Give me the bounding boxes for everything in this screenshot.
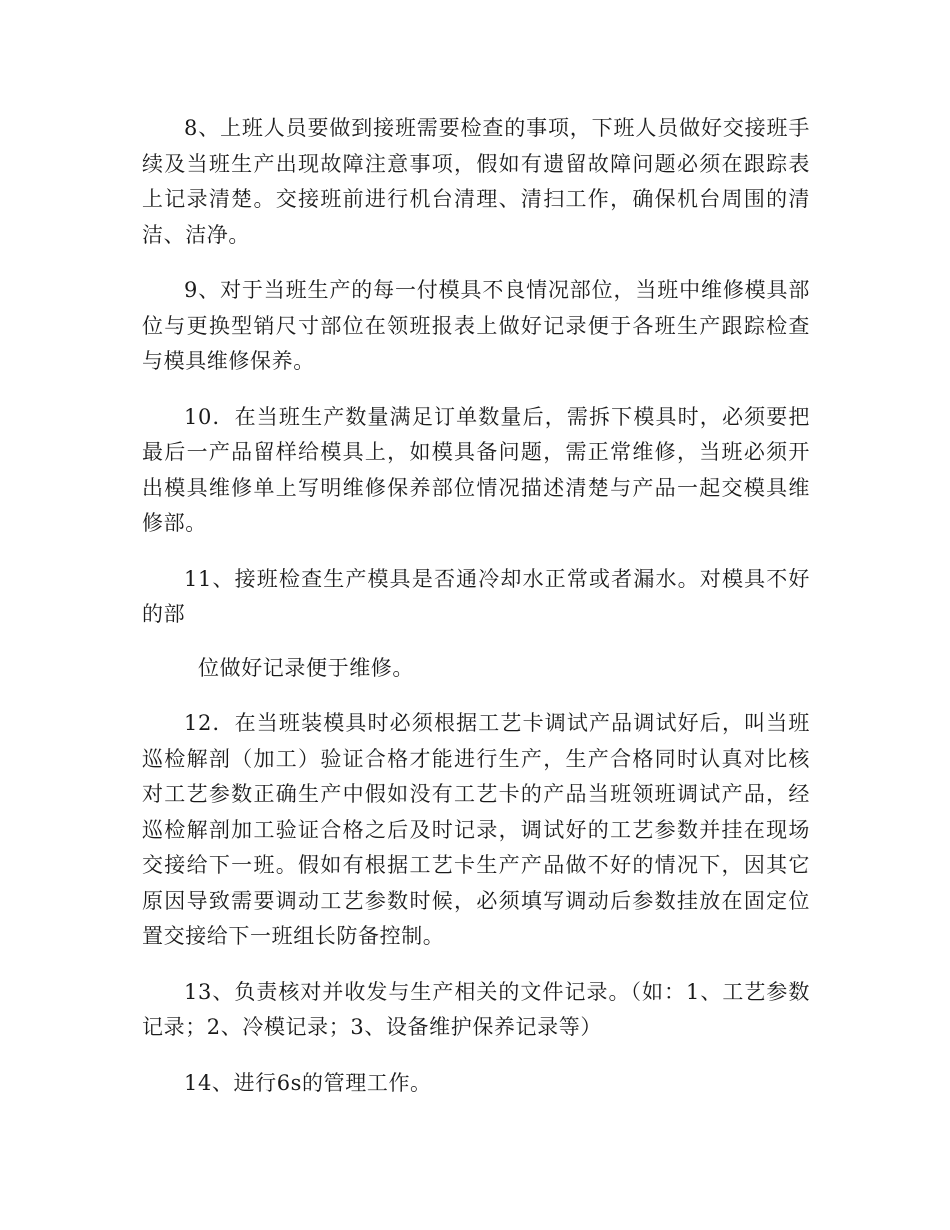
paragraph-item-10: 10．在当班生产数量满足订单数量后，需拆下模具时，必须要把最后一产品留样给模具上，如模具备问题，需正常维修，当班必须开出模具维修单上写明维修保养部位情况描述清楚与产品一起交模具维修部。: [142, 404, 810, 535]
document-page: [142, 111, 810, 1101]
paragraph-item-11: 11、接班检查生产模具是否通冷却水正常或者漏水。对模具不好的部: [142, 566, 810, 626]
paragraph-item-11-continuation: 位做好记录便于维修。: [198, 655, 414, 680]
paragraph-item-12: 12．在当班装模具时必须根据工艺卡调试产品调试好后，叫当班巡检解剖（加工）验证合格才能进行生产，生产合格同时认真对比核对工艺参数正确生产中假如没有工艺卡的产品当班领班调试产品，经巡检解剖加工验证合格之后及时记录，调试好的工艺参数并挂在现场交接给下一班。假如有根据工艺卡生产产品做不好的情况下，因其它原因导致需要调动工艺参数时候，必须填写调动后参数挂放在固定位置交接给下一班组长防备控制。: [142, 711, 810, 948]
paragraph-item-13: 13、负责核对并收发与生产相关的文件记录。（如：1、工艺参数记录；2、冷模记录；3、设备维护保养记录等）: [142, 979, 810, 1039]
paragraph-item-9: 9、对于当班生产的每一付模具不良情况部位，当班中维修模具部位与更换型销尺寸部位在领班报表上做好记录便于各班生产跟踪检查与模具维修保养。: [142, 278, 810, 373]
paragraph-item-14: 14、进行6s的管理工作。: [184, 1070, 432, 1095]
paragraph-item-8: 8、上班人员要做到接班需要检查的事项，下班人员做好交接班手续及当班生产出现故障注意事项，假如有遗留故障问题必须在跟踪表上记录清楚。交接班前进行机台清理、清扫工作，确保机台周围的清洁、洁净。: [142, 116, 810, 247]
